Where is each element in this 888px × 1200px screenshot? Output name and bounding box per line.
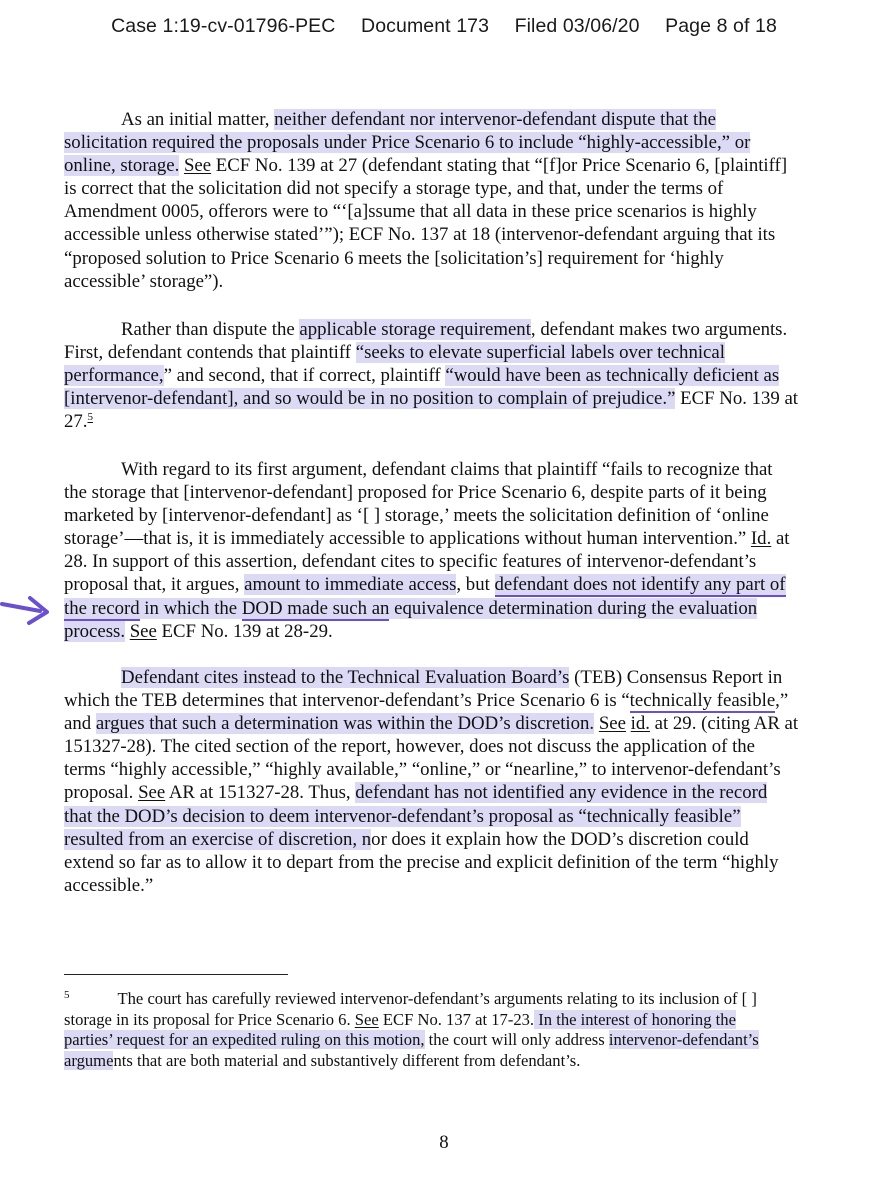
citation-signal: See [129, 620, 157, 642]
highlight-underlined: defendant does not identify any part of the record [64, 574, 786, 619]
highlight: amount to immediate access [244, 574, 457, 596]
page-number: 8 [439, 1132, 449, 1153]
highlight: equivalence determination during the evaluation process. [64, 597, 758, 642]
citation-signal: id. [630, 713, 650, 735]
paragraph-4: Defendant cites instead to the Technical Evaluation Board’s (TEB) Consensus Report in which the TEB determines that intervenor-defendant’s Price Scenario 6 is “technically feasible,” and argues that such a determination was within the DOD’s discretion. See id. at 29. (citing AR at 151327-28). The cited section of the report, however, does not discuss the application of the terms “highly accessible,” “highly available,” “online,” or “nearline,” to intervenor-defendant’s proposal. See AR at 151327-28. Thus, defendant has not identified any evidence in the record that the DOD’s decision to deem intervenor-defendant’s proposal as “technically feasible” resulted from an exercise of discretion, nor does it explain how the DOD’s discretion could extend so far as to allow it to depart from the precise and explicit definition of the term “highly accessible.” [64, 667, 799, 896]
highlight: “would have been as technically deficient as [intervenor-defendant], and [64, 365, 780, 410]
highlight-underlined: DOD made such an [241, 597, 390, 619]
highlight: intervenor-defendant’s argume [64, 1030, 759, 1070]
case-header [0, 15, 888, 38]
citation-signal: See [138, 782, 166, 804]
paragraph-2: Rather than dispute the applicable storage requirement, defendant makes two arguments. First, defendant contends that plaintiff “seeks to elevate superficial labels over technical performance,” and second, that if correct, plaintiff “would have been as technically deficient as [intervenor-defendant], and so would be in no position to complain of prejudice.” ECF No. 139 at 27.$^5$ [64, 319, 799, 433]
arrow-annotation-icon [0, 590, 60, 630]
highlight: applicable storage requirement [299, 319, 531, 340]
document-number: Document 173 [361, 15, 490, 37]
citation-signal: See [183, 155, 212, 177]
highlight: in which the [139, 597, 242, 619]
citation-signal: See [354, 1009, 379, 1029]
page-indicator: Page 8 of 18 [665, 15, 777, 37]
highlight: argues that such a determination was within the DOD’s discretion. [95, 713, 595, 735]
footnote-5: $^5$ The court has carefully reviewed intervenor-defendant’s arguments relating to its inclusion of [ ] storage in its proposal for Price Scenario 6. See ECF No. 137 at 17-23. In the interest of honoring the parties’ request for an expedited ruling on this motion, the court will only address intervenor-defendant’s arguments that are both material and substantively different from defendant’s. [64, 989, 759, 1070]
annotation-underline: technically feasible [629, 690, 776, 712]
highlight: neither defendant nor intervenor-defendant dispute that the solicitation required the proposals under Price Scenario 6 to include “highly-accessible,” or online, storage. [64, 109, 751, 177]
citation-signal: See [598, 713, 626, 735]
case-number: Case 1:19-cv-01796-PEC [111, 15, 336, 37]
citation-signal: Id. [750, 528, 772, 550]
paragraph-3: With regard to its first argument, defendant claims that plaintiff “fails to recognize that the storage that [intervenor-defendant] proposed for Price Scenario 6, despite parts of it being marketed by [intervenor-defendant] as ‘[ ] storage,’ meets the solicitation definition of ‘online storage’—that is, it is immediately accessible to applications without human intervention.” Id. at 28. In support of this assertion, defendant cites to specific features of intervenor-defendant’s proposal that, it argues, amount to immediate access, but defendant does not identify any part of the record in which the DOD made such an equivalence determination during the evaluation process. See ECF No. 139 at 28-29. [64, 459, 790, 642]
highlight: Defendant cites instead to the Technical Evaluation Board’s [121, 667, 570, 688]
highlight: defendant has not identified any evidence in the record that the DOD’s decision to deem intervenor-defendant’s proposal as “technically feasible” resulted from an exercise of discretion, n [64, 782, 768, 850]
footnote-number: 5 [64, 989, 70, 1001]
footnote-divider [64, 974, 288, 975]
highlight: so would be in no position to complain of prejudice.” [274, 388, 676, 410]
paragraph-1: As an initial matter, neither defendant nor intervenor-defendant dispute that the solicitation required the proposals under Price Scenario 6 to include “highly-accessible,” or online, storage. See ECF No. 139 at 27 (defendant stating that “[f]or Price Scenario 6, [plaintiff] is correct that the solicitation did not specify a storage type, and that, under the terms of Amendment 0005, offerors were to “‘[a]ssume that all data in these price scenarios is highly accessible unless otherwise stated’”); ECF No. 137 at 18 (intervenor-defendant arguing that its “proposed solution to Price Scenario 6 meets the [solicitation’s] requirement for ‘highly accessible’ storage”). [64, 109, 788, 292]
highlight: “seeks to elevate superficial labels over technical performance, [64, 342, 725, 387]
highlight: In the interest of honoring the parties’ request for an expedited ruling on this motion, [64, 1009, 736, 1050]
filed-date: Filed 03/06/20 [514, 15, 640, 37]
footnote-reference: 5 [87, 411, 93, 424]
